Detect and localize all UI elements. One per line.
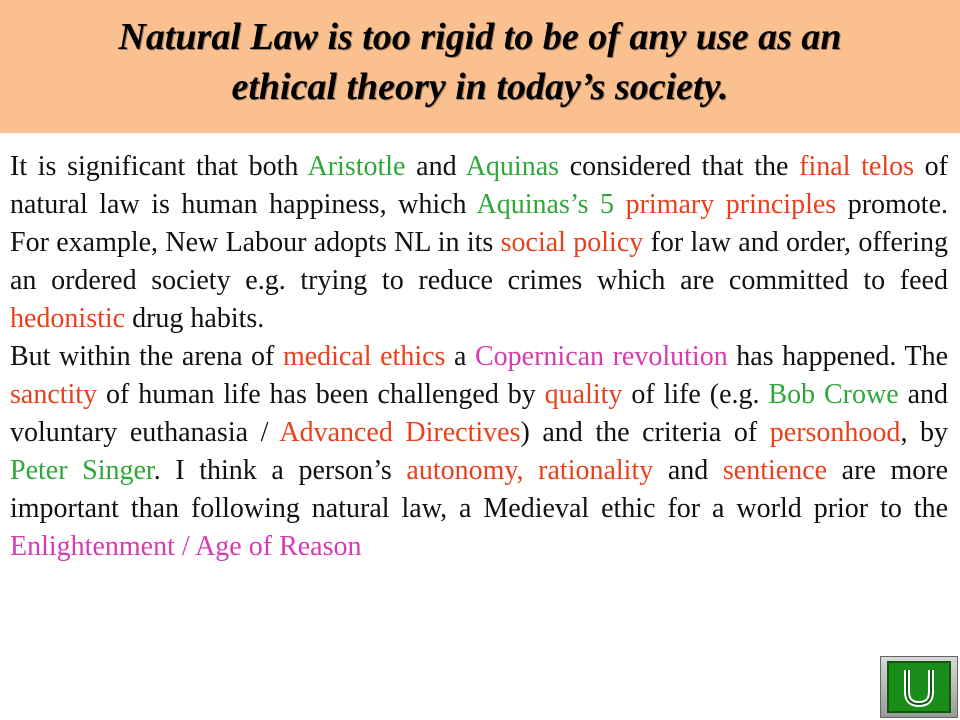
text-run: considered that the: [559, 151, 800, 182]
highlighted-term: medical ethics: [282, 341, 446, 372]
highlighted-term: personhood: [769, 417, 901, 448]
text-run: a: [445, 341, 475, 372]
text-run: [614, 189, 626, 220]
highlighted-term: hedonistic: [10, 303, 126, 334]
text-run: promote. For example, New Labour adopts NL in its: [10, 189, 949, 258]
highlighted-term: primary principles: [625, 189, 837, 220]
highlighted-term: social policy: [500, 227, 644, 258]
text-run: . I think a person’s: [153, 455, 407, 486]
text-run: drug habits.: [125, 303, 265, 334]
text-run: , by: [900, 417, 948, 448]
return-button[interactable]: [880, 656, 958, 718]
text-run: But within the arena of: [10, 341, 283, 372]
text-run: of life (e.g.: [622, 379, 769, 410]
u-turn-return-icon: [899, 666, 939, 708]
text-run: and: [405, 151, 466, 182]
title-line-1: Natural Law is too rigid to be of any use as an: [118, 16, 842, 58]
highlighted-term: autonomy, rationality: [406, 455, 654, 486]
highlighted-term: Peter Singer: [10, 455, 154, 486]
text-run: ) and the criteria of: [520, 417, 770, 448]
highlighted-term: Advanced Directives: [279, 417, 521, 448]
highlighted-term: quality: [544, 379, 623, 410]
highlighted-term: sentience: [722, 455, 828, 486]
highlighted-term: Bob Crowe: [768, 379, 899, 410]
highlighted-term: final telos: [799, 151, 915, 182]
slide-title: [0, 12, 960, 112]
text-run: and voluntary euthanasia /: [10, 379, 948, 448]
return-button-face[interactable]: [887, 661, 951, 713]
highlighted-term: Aquinas: [465, 151, 560, 182]
highlighted-term: Aquinas’s 5: [476, 189, 615, 220]
text-run: and: [653, 455, 723, 486]
paragraph-1: [10, 148, 948, 338]
highlighted-term: Copernican revolution: [474, 341, 728, 372]
highlighted-term: sanctity: [10, 379, 98, 410]
highlighted-term: Enlightenment / Age of Reason: [10, 531, 362, 562]
text-run: are more important than following natural law, a Medieval ethic for a world prior to the: [10, 455, 949, 524]
text-run: of natural law is human happiness, which: [10, 151, 948, 220]
paragraph-2: [10, 338, 948, 566]
text-run: for law and order, offering an ordered society e.g. trying to reduce crimes which are committed to feed: [10, 227, 948, 296]
title-line-2: ethical theory in today’s society.: [231, 66, 729, 108]
text-run: It is significant that both: [10, 151, 308, 182]
highlighted-term: Aristotle: [307, 151, 406, 182]
text-run: has happened. The: [727, 341, 949, 372]
text-run: of human life has been challenged by: [97, 379, 545, 410]
slide-body: [10, 148, 948, 566]
